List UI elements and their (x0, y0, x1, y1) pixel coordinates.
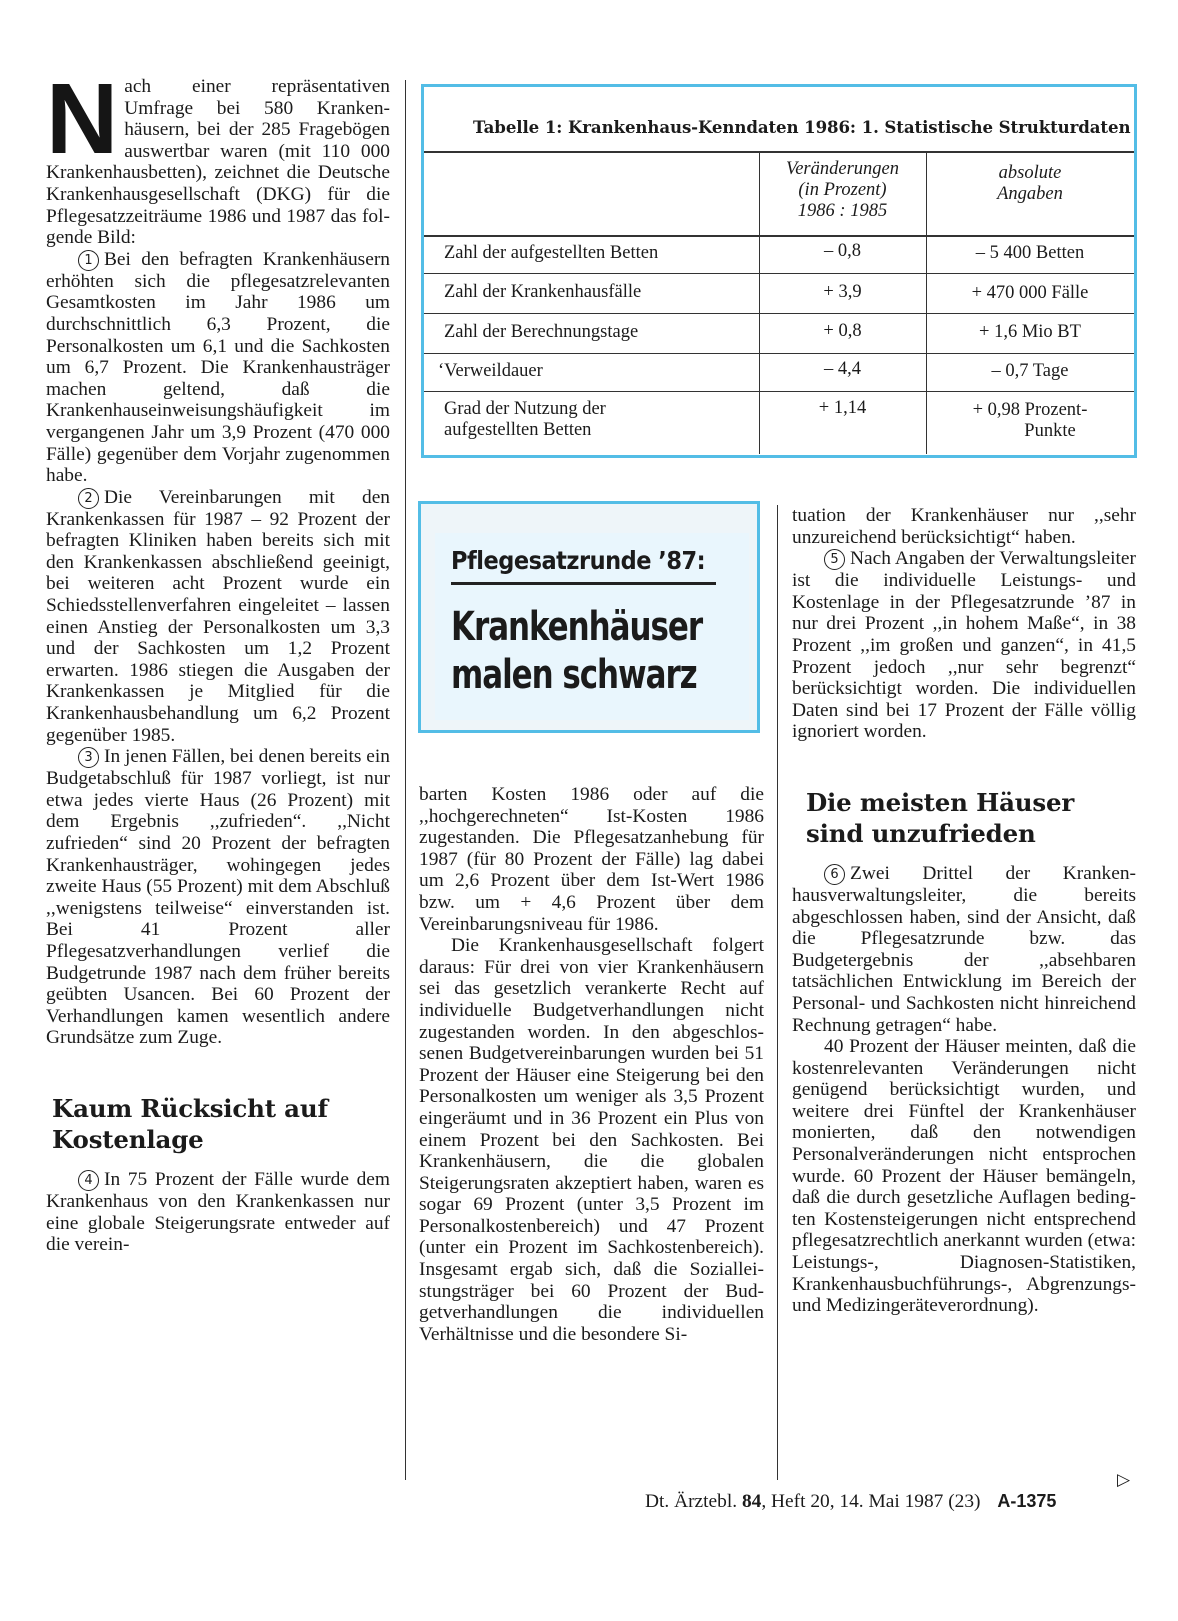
table-row-1-label: Zahl der aufgestellten Betten (444, 243, 659, 263)
paragraph-1 (46, 249, 390, 487)
table-rule-row1 (424, 273, 1134, 274)
headline-box (418, 501, 760, 733)
table-row-3-change: + 0,8 (823, 321, 862, 341)
table-row-2-absolute: + 470 000 Fälle (971, 283, 1089, 303)
row-5-absolute-line-1: + 0,98 Prozent- (972, 400, 1088, 420)
middle-column (419, 784, 764, 1345)
paragraph-2 (46, 487, 390, 747)
table-title: Tabelle 1: Krankenhaus-Kenndaten 1986: 1. Statistische Strukturdaten (473, 117, 1131, 137)
footer-journal: Dt. Ärztebl. (645, 1491, 738, 1512)
dropcap: N (46, 63, 119, 175)
table-row-5-absolute (926, 400, 1134, 442)
paragraph-4-text: In 75 Prozent der Fälle wurde dem Krankenhaus von den Krankenkassen nur eine globale Steigerungsrate entweder auf die verein- (46, 1168, 390, 1256)
header-absolute-line-1: absolute (998, 163, 1062, 183)
table-rule-header (424, 235, 1134, 237)
footer-volume: 84 (741, 1491, 762, 1512)
item-number-5: 5 (824, 549, 845, 570)
paragraph-3 (46, 746, 390, 1049)
table-row-3-absolute: + 1,6 Mio BT (979, 322, 1081, 342)
intro-paragraph (46, 63, 390, 249)
headline-title (451, 603, 702, 699)
header-change-line-3: 1986 : 1985 (797, 201, 888, 221)
subheading-unzufrieden: Die meisten Häuser sind unzufrieden (806, 787, 1075, 848)
row-5-absolute-line-2: Punkte (1024, 421, 1076, 441)
table-row-3-label: Zahl der Berechnungstage (444, 322, 639, 342)
table-rule-row4 (424, 391, 1134, 392)
item-number-3: 3 (78, 747, 99, 768)
item-number-6: 6 (824, 864, 845, 885)
row-5-label-line-1: Grad der Nutzung der (444, 399, 606, 419)
item-number-1: 1 (78, 250, 99, 271)
table-row-5-label (444, 399, 606, 441)
row-5-label-line-2: aufgestellten Betten (444, 420, 592, 440)
table-row-4-label: ʻVerweildauer (438, 361, 543, 381)
column-rule-left (405, 80, 406, 1480)
left-column (46, 63, 390, 1256)
table-rule-top (424, 151, 1134, 153)
paragraph-4 (46, 1169, 390, 1256)
item-number-4: 4 (78, 1170, 99, 1191)
item-number-2: 2 (78, 488, 99, 509)
column-rule-right (777, 505, 778, 1480)
table-row-1-change: – 0,8 (824, 241, 861, 261)
paragraph-5 (792, 548, 1136, 743)
middle-paragraph-2: Die Krankenhausgesellschaft folgert daraus: Für drei von vier Krankenhäusern sei das gesetzlich verankerte Recht auf individuelle Budgetverhandlungen nicht zugestanden worden. In den abgeschlossenen Budgetvereinbarungen wurden bei 51 Prozent der Häuser eine Steigerung bei den Personalkosten um weniger als 3,5 Prozent eingeräumt und in 36 Prozent ein Plus von einem Prozent bei den Sachkosten. Bei Krankenhäusern, die die globalen Steigerungsraten akzeptiert haben, waren es sogar 69 Prozent (unter 3,5 Prozent im Personalkostenbereich) und 47 Prozent (unter ein Prozent im Sachkostenbereich). Insgesamt ergab sich, daß die Sozialleistungsträger bei 60 Prozent der Budgetverhandlungen die individuellen Verhältnisse und die besondere Si- (419, 935, 764, 1345)
table-row-1-absolute: – 5 400 Betten (975, 243, 1085, 263)
headline-title-line-1: Krankenhäuser (451, 604, 703, 650)
intro-text: ach einer repräsentativen Umfrage bei 580 Krankenhäusern, bei der 285 Fragebögen auswertbar waren (mit 110 000 Krankenhausbetten), zeichnet die Deutsche Krankenhausgesellschaft (DKG) für die Pflegesatzzeiträume 1986 und 1987 das folgende Bild: (46, 76, 390, 249)
paragraph-6 (792, 863, 1136, 1036)
headline-title-line-2: malen schwarz (451, 652, 697, 698)
table-row-2-change: + 3,9 (823, 282, 862, 302)
table-row-5-change: + 1,14 (818, 398, 867, 418)
paragraph-5-text: Nach Angaben der Verwaltungsleiter ist die individuelle Leistungs- und Kostenlage in der Pflegesatzrunde ’87 in nur drei Prozent ,,in hohem Maße“, in 38 Prozent ,,im großen und ganzen“, in 41,5 Prozent jedoch ,,nur sehr begrenzt“ berücksichtigt worden. Die individuellen Daten sind bei 17 Prozent der Fälle völlig ignoriert worden. (792, 548, 1136, 743)
headline-kicker: Pflegesatzrunde ’87: (451, 546, 706, 575)
continue-arrow-icon: ▷ (1117, 1470, 1131, 1490)
page-footer (645, 1491, 1056, 1513)
right-column (792, 505, 1136, 1317)
paragraph-7: 40 Prozent der Häuser meinten, daß die kostenrelevanten Veränderungen nicht genügend berücksichtigt wurden, und weitere drei Fünftel der Krankenhäuser monierten, daß den notwendigen Personalveränderungen nicht entsprochen wurde. 60 Prozent der Häuser bemängeln, daß die durch gesetzliche Auflagen bedingten Kostensteigerungen nicht entsprechend pflegesatzrechtlich anerkannt wurden (etwa: Leistungs-, Diagnosen-Statistiken, Krankenhausbuchführungs-, Abgrenzungs- und Medizingeräteverordnung). (792, 1036, 1137, 1317)
header-change-line-1: Veränderungen (785, 159, 900, 179)
table-row-4-change: – 4,4 (824, 359, 861, 379)
middle-paragraph-1: barten Kosten 1986 oder auf die ,,hochgerechneten“ Ist-Kosten 1986 zugestanden. Die Pflegesatzanhebung für 1987 (für 80 Prozent der Fälle) lag dabei um 2,6 Prozent über dem Ist-Wert 1986 bzw. um + 4,6 Prozent über dem Vereinbarungsniveau für 1986. (419, 784, 764, 935)
table-rule-row3 (424, 353, 1134, 354)
table-row-2-label: Zahl der Krankenhausfälle (444, 282, 642, 302)
paragraph-2-text: Die Vereinbarungen mit den Krankenkassen für 1987 – 92 Prozent der befragten Kliniken haben bereits sich mit den Krankenkassen abschließend geeinigt, bei weiteren acht Prozent wurde ein Schiedsstellenverfahren eingeleitet – lassen einen Anstieg der Personalkosten um 3,3 und der Sachkosten um 1,2 Prozent erwarten. 1986 stiegen die Ausgaben der Krankenkassen je Mitglied für die Krankenhausbehandlung um 6,2 Prozent gegenüber 1985. (46, 486, 390, 746)
statistics-table (421, 84, 1137, 458)
right-paragraph-0: tuation der Krankenhäuser nur ,,sehr unzureichend berücksichtigt“ haben. (792, 505, 1136, 548)
subheading-kostenlage: Kaum Rücksicht auf Kostenlage (52, 1093, 328, 1154)
table-header-change (759, 159, 926, 222)
footer-page-number: A-1375 (997, 1491, 1057, 1511)
header-absolute-line-2: Angaben (997, 184, 1063, 204)
table-header-absolute (926, 163, 1134, 205)
kicker-underline (451, 582, 716, 585)
paragraph-6-text: Zwei Drittel der Krankenhausverwaltungsleiter, die bereits abgeschlossen haben, sind der Ansicht, daß die Pflegesatzrunde bzw. das Budgetergebnis der ,,absehbaren tatsächlichen Entwicklung im Bereich der Personal- und Sachkosten nicht hinreichend Rechnung getragen“ habe. (792, 862, 1136, 1036)
paragraph-3-text: In jenen Fällen, bei denen bereits ein Budgetabschluß für 1987 vorliegt, ist nur etwa jedes vierte Haus (26 Prozent) mit dem Ergebnis ,,zufrieden“. ,,Nicht zufrieden“ sind 20 Prozent der befragten Krankenhausträger, wohingegen jedes zweite Haus (55 Prozent) mit dem Abschluß ,,wenigstens teilweise“ einverstanden ist. Bei 41 Prozent aller Pflegesatzverhandlungen verlief die Budgetrunde 1987 nach dem früher bereits geübten Usancen. Bei 60 Prozent der Verhandlungen kamen wesentlich andere Grundsätze zum Zuge. (46, 746, 390, 1049)
header-change-line-2: (in Prozent) (798, 180, 887, 200)
paragraph-1-text: Bei den befragten Krankenhäusern erhöhten sich die pflegesatzrelevanten Gesamtkosten im Jahr 1986 um durchschnittlich 6,3 Prozent, die Personalkosten um 6,1 und die Sachkosten um 6,7 Prozent. Die Krankenhausträger machen geltend, daß die Krankenhauseinweisungshäufigkeit im vergangenen Jahr um 3,9 Prozent (470 000 Fälle) gegenüber dem Vorjahr zugenommen habe. (46, 248, 390, 487)
table-rule-row2 (424, 313, 1134, 314)
footer-issue: , Heft 20, 14. Mai 1987 (23) (761, 1491, 981, 1512)
table-row-4-absolute: – 0,7 Tage (991, 361, 1069, 381)
